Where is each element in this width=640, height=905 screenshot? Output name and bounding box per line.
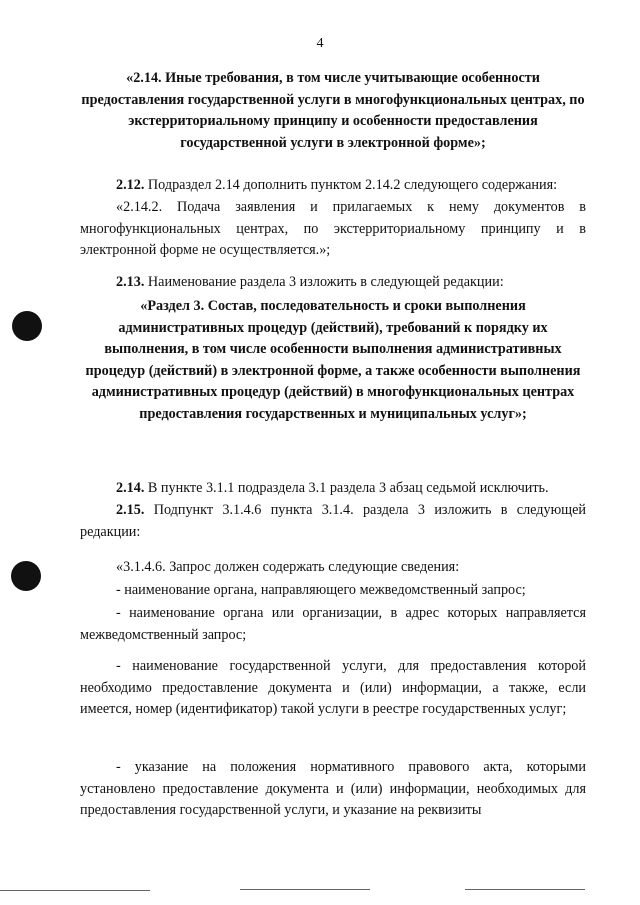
paragraph-3-1-4-6: «3.1.4.6. Запрос должен содержать следующие сведения: bbox=[116, 559, 460, 575]
paragraph-text: Подпункт 3.1.4.6 пункта 3.1.4. раздела 3 изложить в следующей редакции: bbox=[80, 502, 586, 540]
list-item: - указание на положения нормативного правового акта, которыми установлено предоставление документа и (или) информации, необходимых для предоставления государственной услуги, и указание на реквизиты bbox=[80, 759, 586, 818]
list-item: - наименование органа, направляющего межведомственный запрос; bbox=[116, 582, 526, 598]
paragraph-2-14 bbox=[80, 478, 586, 500]
item-number: 2.13. bbox=[116, 274, 145, 290]
punch-hole-mark bbox=[12, 311, 42, 341]
paragraph-2-13 bbox=[80, 272, 586, 294]
page-number: 4 bbox=[316, 36, 324, 51]
list-item: - наименование органа или организации, в адрес которых направляется межведомственный запрос; bbox=[80, 605, 586, 643]
list-item: - наименование государственной услуги, для предоставления которой необходимо предоставление документа и (или) информации, а также, если имеется, номер (идентификатор) такой услуги в реестре государственных услуг; bbox=[80, 658, 586, 717]
section-3-title: «Раздел 3. Состав, последовательность и сроки выполнения административных процедур (действий), требований к порядку их выполнения, в том числе особенности выполнения административных процедур (действий) в электронной форме, а также особенности выполнения административных процедур (действий) в многофункциональных центрах предоставления государственных и муниципальных услуг»; bbox=[85, 298, 581, 422]
punch-hole-mark bbox=[11, 561, 41, 591]
paragraph-2-15 bbox=[80, 500, 586, 543]
item-number: 2.12. bbox=[116, 177, 145, 193]
paragraph-text: Подраздел 2.14 дополнить пунктом 2.14.2 следующего содержания: bbox=[144, 177, 558, 193]
paragraph-text: Наименование раздела 3 изложить в следующей редакции: bbox=[144, 274, 504, 290]
item-number: 2.15. bbox=[116, 502, 145, 518]
section-2-14-title: «2.14. Иные требования, в том числе учитывающие особенности предоставления государственной услуги в многофункциональных центрах, по экстерриториальному принципу и особенности предоставления государственной услуги в электронной форме»; bbox=[81, 70, 585, 151]
scan-edge-line bbox=[465, 889, 585, 890]
scan-edge-line bbox=[0, 890, 150, 891]
item-number: 2.14. bbox=[116, 480, 145, 496]
scan-edge-line bbox=[240, 889, 370, 890]
paragraph-2-12 bbox=[80, 175, 586, 197]
paragraph-2-14-2: «2.14.2. Подача заявления и прилагаемых к нему документов в многофункциональных центрах, по экстерриториальному принципу и в электронной форме не осуществляется.»; bbox=[80, 199, 586, 258]
paragraph-text: В пункте 3.1.1 подраздела 3.1 раздела 3 абзац седьмой исключить. bbox=[144, 480, 549, 496]
